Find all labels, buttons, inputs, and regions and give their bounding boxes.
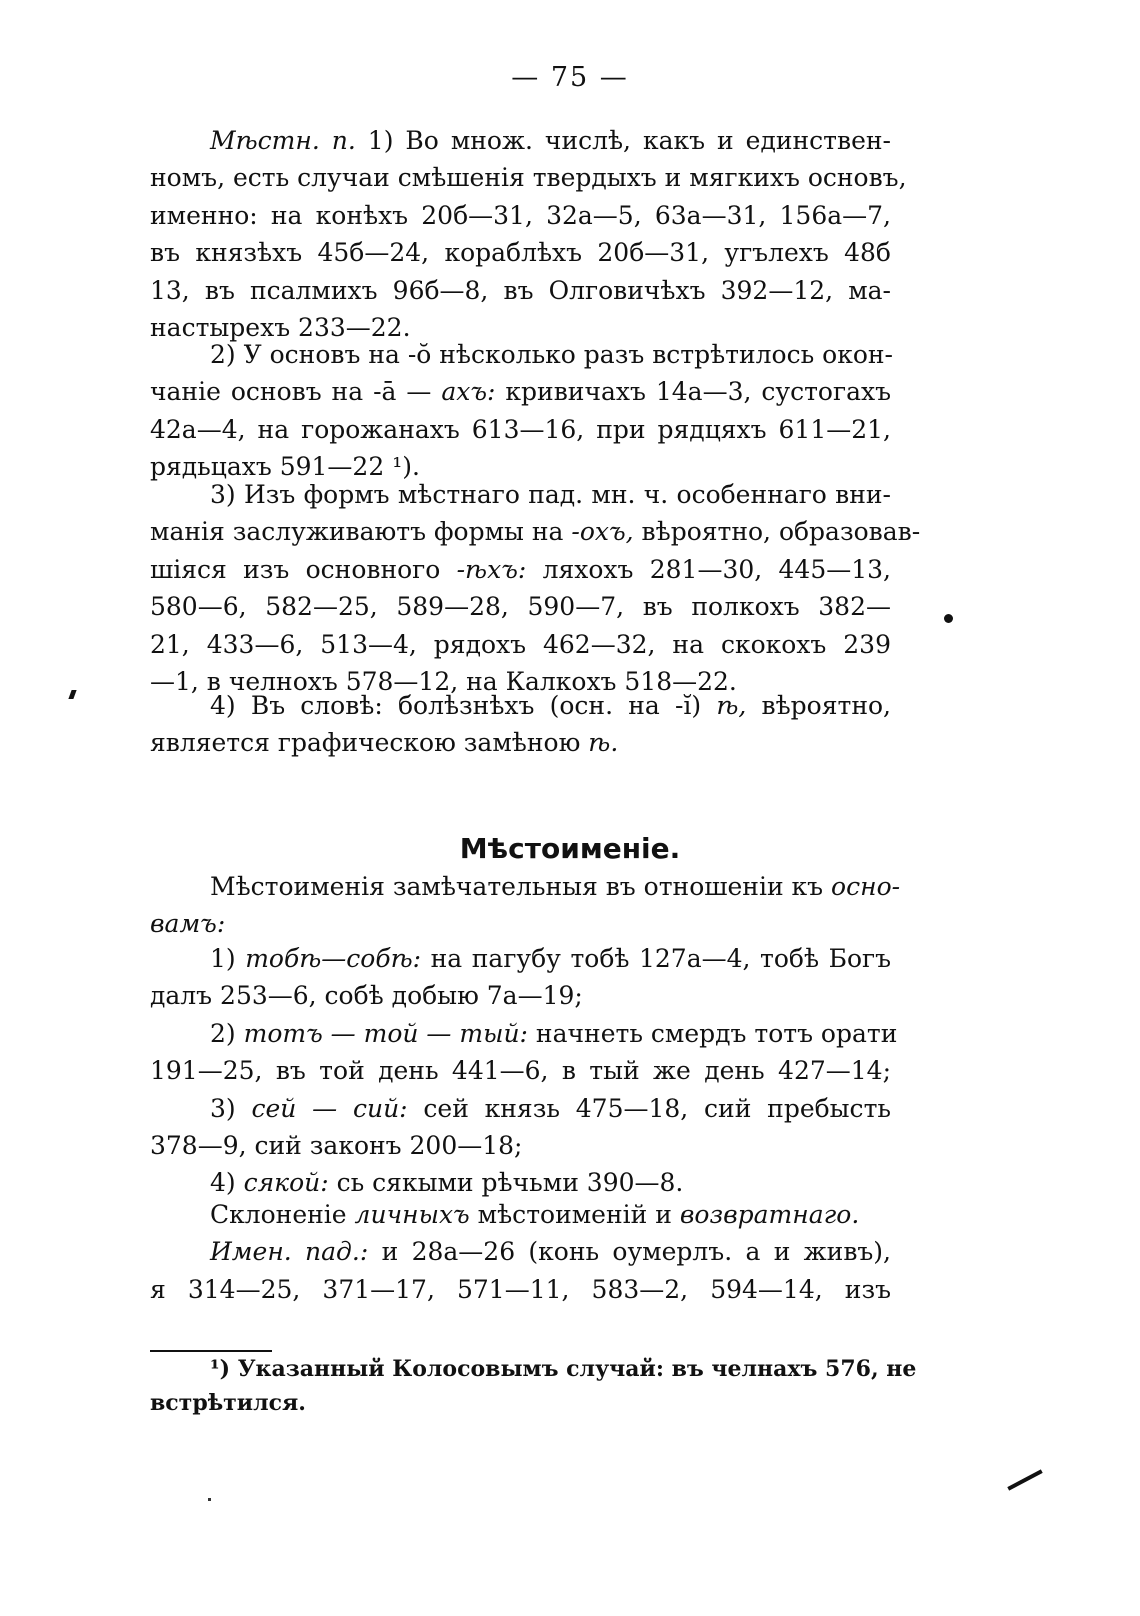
paragraph-declension bbox=[150, 1196, 891, 1308]
text-line: —1, в челнохъ 578—12, на Калкохъ 518—22. bbox=[150, 666, 737, 696]
text-line: номъ, есть случаи смѣшенія твердыхъ и мягкихъ основъ, bbox=[150, 163, 907, 193]
paragraph-locative-1 bbox=[150, 122, 907, 346]
paragraph-locative-4 bbox=[150, 687, 891, 762]
text-line: 3) сей — сий: сей князь 475—18, сий пребысть bbox=[210, 1093, 892, 1123]
footnote bbox=[150, 1352, 917, 1420]
text-line: Мѣстоименія замѣчательныя въ отношеніи къ осно- bbox=[210, 872, 901, 901]
page-number: — 75 — bbox=[511, 62, 629, 93]
scan-speck bbox=[208, 1498, 211, 1501]
text-line: именно: на конѣхъ 20б—31, 32а—5, 63а—31, 156а—7, bbox=[150, 200, 891, 230]
text-line: является графическою замѣною ѣ. bbox=[150, 728, 619, 758]
paragraph-locative-2 bbox=[150, 336, 894, 486]
text-line: 1) тобѣ—собѣ: на пагубу тобѣ 127а—4, тобѣ Богъ bbox=[210, 944, 891, 973]
text-line: 580—6, 582—25, 589—28, 590—7, въ полкохъ 382— bbox=[150, 592, 891, 622]
footnote-line: встрѣтился. bbox=[150, 1390, 306, 1416]
text-line: далъ 253—6, собѣ добыю 7а—19; bbox=[150, 981, 583, 1011]
text-line: Имен. пад.: и 28а—26 (конь оумерлъ. а и живъ), bbox=[210, 1237, 892, 1267]
footnote-line: ¹) Указанный Колосовымъ случай: въ челнахъ 576, не bbox=[210, 1356, 917, 1382]
text-line: 2) тотъ — той — тый: начнеть смердъ тотъ орати bbox=[210, 1018, 898, 1048]
text-line: шіяся изъ основного -ѣхъ: ляхохъ 281—30, 445—13, bbox=[150, 554, 891, 584]
text-line: 3) Изъ формъ мѣстнаго пад. мн. ч. особеннаго вни- bbox=[210, 480, 891, 509]
text-line: въ князѣхъ 45б—24, кораблѣхъ 20б—31, угълехъ 48б bbox=[150, 238, 891, 268]
scan-speck bbox=[1007, 1469, 1042, 1490]
text-line: настырехъ 233—22. bbox=[150, 312, 411, 342]
text-line: 2) У основъ на -ŏ нѣсколько разъ встрѣтилось окон- bbox=[210, 340, 894, 369]
text-line: рядьцахъ 591—22 ¹). bbox=[150, 452, 420, 482]
text-line: чаніе основъ на -ā — ахъ: кривичахъ 14а—3, сустогахъ bbox=[150, 377, 891, 407]
scan-speck bbox=[944, 614, 953, 623]
text-line: манія заслуживаютъ формы на -охъ, вѣроятно, образовав- bbox=[150, 517, 921, 547]
text-line: 191—25, въ той день 441—6, в тый же день 427—14; bbox=[150, 1056, 891, 1086]
section-title: Мѣстоименіе. bbox=[459, 832, 681, 865]
text-line: 4) Въ словѣ: болѣзнѣхъ (осн. на -ĭ) ѣ, вѣроятно, bbox=[210, 691, 891, 720]
text-line: 378—9, сий законъ 200—18; bbox=[150, 1130, 523, 1160]
text-line: вамъ: bbox=[150, 909, 226, 939]
scan-speck bbox=[68, 690, 76, 699]
text-line: я 314—25, 371—17, 571—11, 583—2, 594—14, изъ bbox=[150, 1274, 891, 1304]
text-line: 4) сякой: сь сякыми рѣчьми 390—8. bbox=[210, 1168, 684, 1198]
text-line: Мѣстн. п. 1) Во множ. числѣ, какъ и единствен- bbox=[210, 126, 891, 155]
paragraph-pronouns-intro bbox=[150, 868, 901, 943]
text-line: 13, въ псалмихъ 96б—8, въ Олговичѣхъ 392—12, ма- bbox=[150, 275, 891, 305]
paragraph-locative-3 bbox=[150, 476, 921, 700]
text-line: 21, 433—6, 513—4, рядохъ 462—32, на скокохъ 239 bbox=[150, 629, 891, 659]
text-line: 42а—4, на горожанахъ 613—16, при рядцяхъ 611—21, bbox=[150, 414, 891, 444]
paragraph-pronoun-examples bbox=[150, 940, 898, 1202]
text-line: Склоненіе личныхъ мѣстоименій и возвратнаго. bbox=[210, 1200, 860, 1229]
